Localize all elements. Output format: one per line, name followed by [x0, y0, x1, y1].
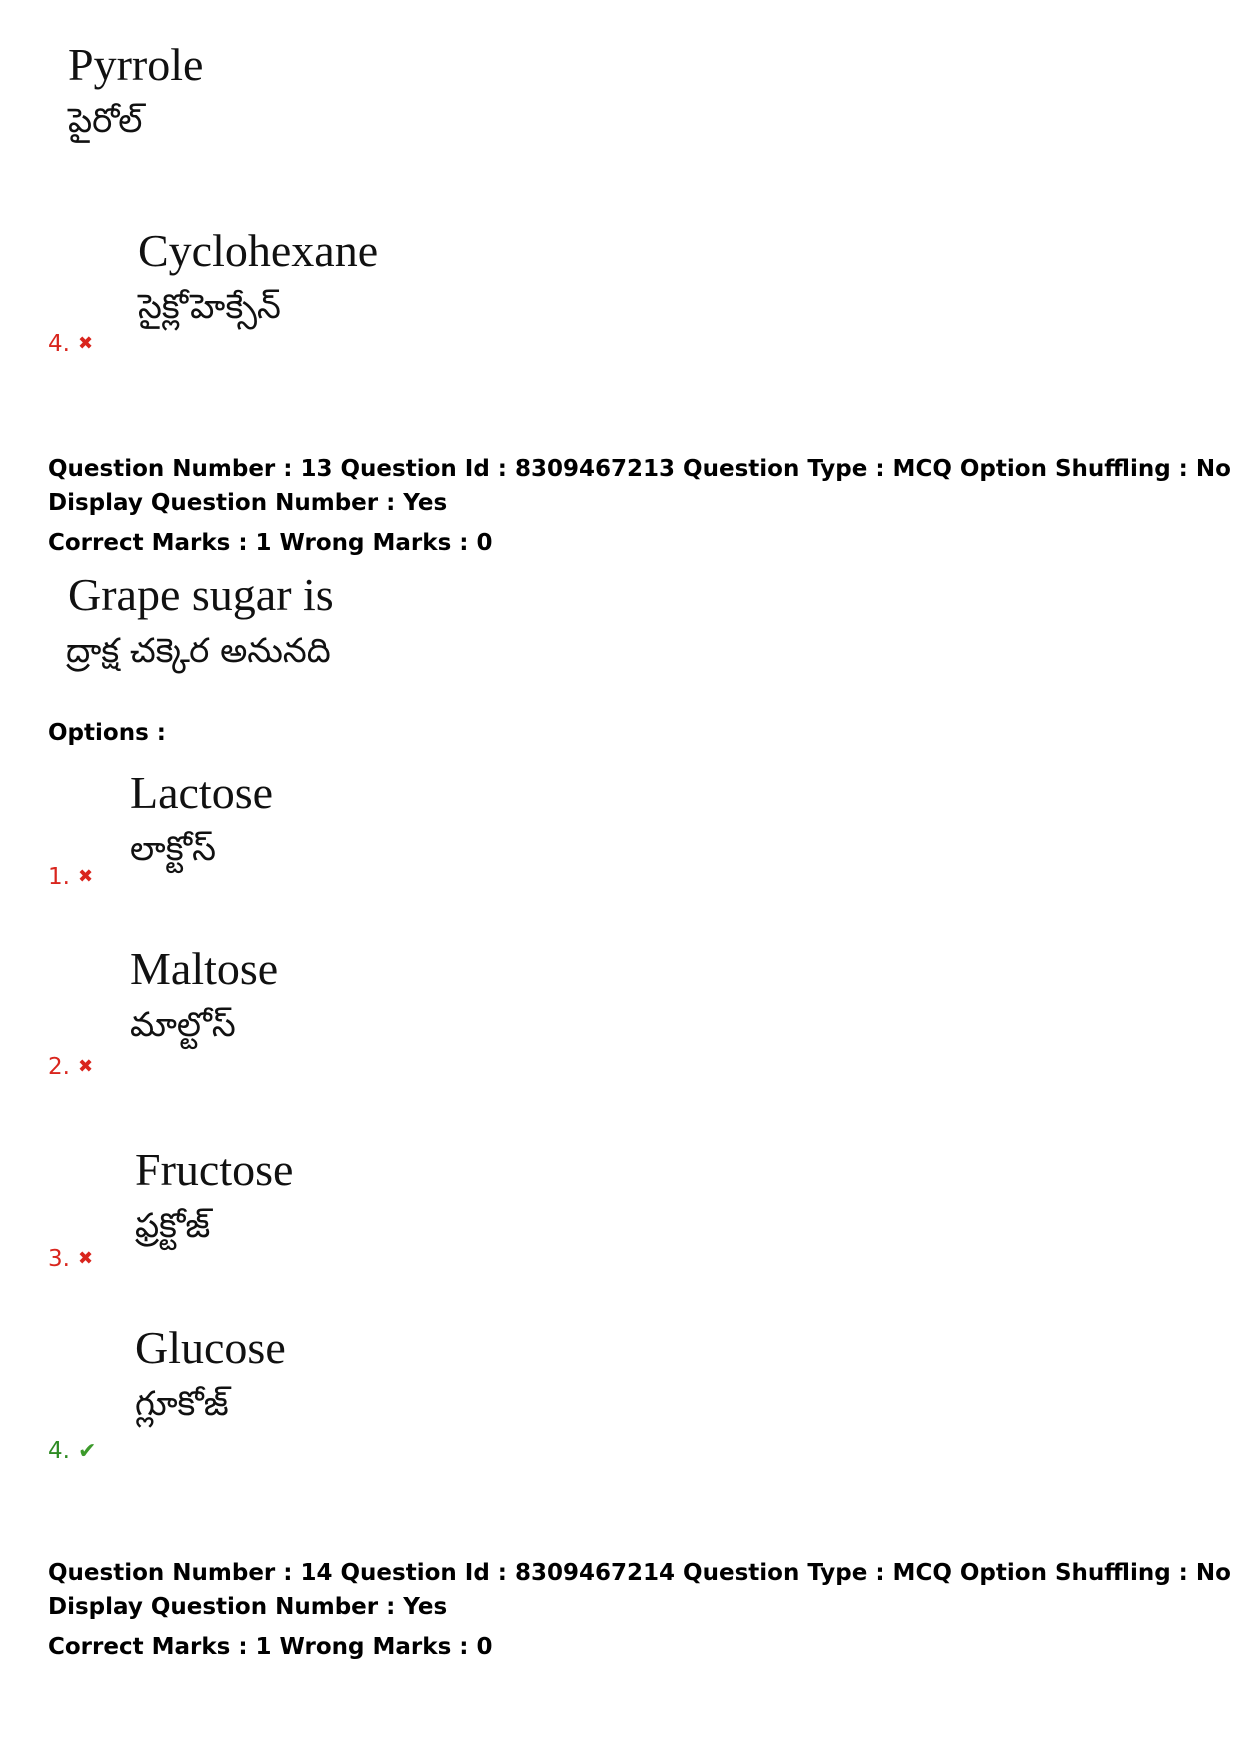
prev-option3-telugu: పైరోల్ [68, 101, 143, 141]
q13-option2-english: Maltose [130, 943, 279, 994]
q13-option3-telugu: ఫ్రక్టోజ్ [135, 1206, 211, 1246]
q13-option1-number [48, 866, 93, 889]
q13-question-telugu: ద్రాక్ష చక్కెర అనునది [66, 631, 331, 671]
q13-option4-number [48, 1440, 96, 1463]
q13-meta-line3: Correct Marks : 1 Wrong Marks : 0 [48, 530, 493, 556]
prev-option4-number [48, 333, 93, 356]
q14-meta-line3: Correct Marks : 1 Wrong Marks : 0 [48, 1634, 493, 1660]
cross-icon: ✖ [77, 1248, 94, 1269]
q13-option3-english: Fructose [135, 1144, 294, 1195]
option-number: 3. [48, 1246, 70, 1272]
q14-meta-line2: Display Question Number : Yes [48, 1594, 448, 1620]
q13-option3-number [48, 1248, 93, 1271]
q13-option2-number [48, 1056, 93, 1079]
cross-icon: ✖ [77, 333, 94, 354]
q13-option1-telugu: లాక్టోస్ [130, 829, 216, 869]
cross-icon: ✖ [77, 866, 94, 887]
q13-option2-telugu: మాల్టోస్ [130, 1005, 236, 1045]
q13-meta-line1: Question Number : 13 Question Id : 8309467213 Question Type : MCQ Option Shuffling : No [48, 456, 1231, 482]
cross-icon: ✖ [77, 1056, 94, 1077]
q13-option4-telugu: గ్లూకోజ్ [135, 1384, 229, 1424]
option-number: 1. [48, 864, 70, 890]
check-icon: ✔ [77, 1439, 97, 1464]
q13-option4-english: Glucose [135, 1322, 286, 1373]
option-number: 4. [48, 331, 70, 357]
option-number: 4. [48, 1438, 70, 1464]
q13-meta-line2: Display Question Number : Yes [48, 490, 448, 516]
option-number: 2. [48, 1054, 70, 1080]
q13-option1-english: Lactose [130, 767, 274, 818]
prev-option3-english: Pyrrole [68, 39, 204, 90]
q14-meta-line1: Question Number : 14 Question Id : 8309467214 Question Type : MCQ Option Shuffling : No [48, 1560, 1231, 1586]
prev-option4-telugu: సైక్లోహెక్సేన్ [138, 287, 281, 327]
q13-question-english: Grape sugar is [68, 569, 334, 620]
prev-option4-english: Cyclohexane [138, 225, 379, 276]
q13-options-label: Options : [48, 720, 166, 746]
